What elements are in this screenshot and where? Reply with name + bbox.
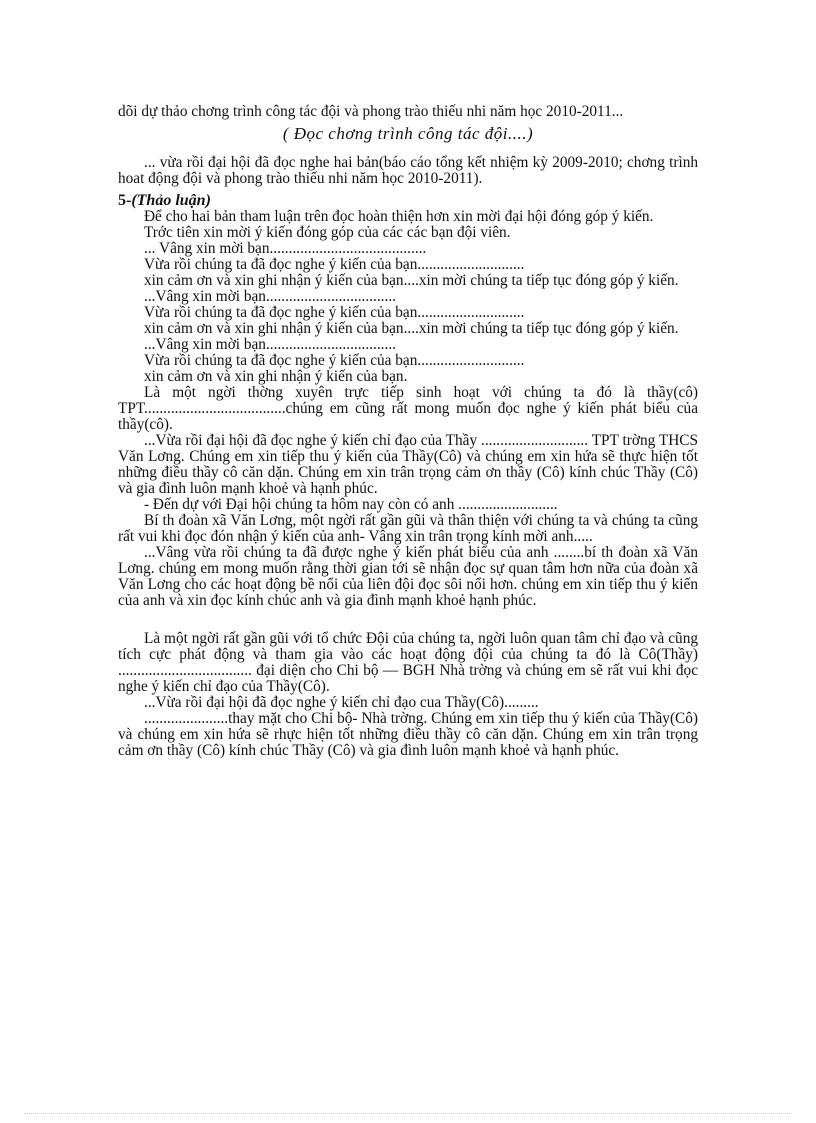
section-title: (Thảo luận) <box>131 192 211 209</box>
line-thanks-2: xin cảm ơn và xin ghi nhận ý kiến của bạn....xin mời chúng ta tiếp tục đóng góp ý kiến. <box>144 320 679 337</box>
paragraph-discussion-intro: Để cho hai bản tham luận trên đọc hoàn thiện hơn xin mời đại hội đóng góp ý kiến. <box>144 208 654 225</box>
paragraph-guest-description: Bí th đoàn xã Văn Lơng, một ngời rất gần gũi và thân thiện với chúng ta và chúng ta cũng rất vui khi đọc đón nhận ý kiến của anh- Vâng xin trân trọng kính mời anh..... <box>118 512 698 545</box>
document-page <box>118 104 698 759</box>
line-thanks-3: xin cảm ơn và xin ghi nhận ý kiến của bạn. <box>144 368 408 385</box>
reading-note: ( Đọc chơng trình công tác đội....) <box>282 124 534 143</box>
section-number: 5- <box>118 192 132 209</box>
line-thanks-1: xin cảm ơn và xin ghi nhận ý kiến của bạn....xin mời chúng ta tiếp tục đóng góp ý kiến. <box>144 272 679 289</box>
line-heard-3: Vừa rồi chúng ta đã đọc nghe ý kiến của bạn............................ <box>144 352 525 369</box>
page-bottom-border <box>24 1113 792 1114</box>
paragraph-party-intro: Là một ngời rất gần gũi với tổ chức Đội của chúng ta, ngời luôn quan tâm chỉ đạo và cũng tích cực phát động và tham gia vào các hoạt động đội của chúng ta đó là Cô(Thầy) ................................... đại diện cho Chi bộ — BGH Nhà trờng và chúng em sẽ rất vui khi đọc nghe ý kiến chỉ đạo của Thầy(Cô). <box>118 630 698 695</box>
paragraph-guest-intro: - Đến dự với Đại hội chúng ta hôm nay còn có anh .......................... <box>144 496 558 513</box>
section-heading <box>118 193 698 209</box>
line-heard-1: Vừa rồi chúng ta đã đọc nghe ý kiến của bạn............................ <box>144 256 525 273</box>
line-heard-2: Vừa rồi chúng ta đã đọc nghe ý kiến của bạn............................ <box>144 304 525 321</box>
paragraph-tpt-thanks: ...Vừa rồi đại hội đã đọc nghe ý kiến chỉ đạo của Thầy ............................ TPT trờng THCS Văn Lơng. Chúng em xin tiếp thu ý kiến của Thầy(Cô) và chúng em xin hứa sẽ thực hiện tốt những điều thầy cô căn dặn. Chúng em xin trân trọng cảm ơn thầy (Cô) kính chúc Thầy (Cô) và gia đình luôn mạnh khoẻ và hạnh phúc. <box>118 432 698 497</box>
line-party-heard: ...Vừa rồi đại hội đã đọc nghe ý kiến chỉ đạo cua Thầy(Cô)......... <box>144 694 539 711</box>
paragraph-party-thanks: ......................thay mặt cho Chi bộ- Nhà trờng. Chúng em xin tiếp thu ý kiến của Thầy(Cô) và chúng em xin hứa sẽ rhực hiện tốt những điều thầy cô căn dặn. Chúng em xin trân trọng cảm ơn thầy (Cô) kính chúc Thầy (Cô) và gia đình luôn mạnh khoẻ và hạnh phúc. <box>118 710 698 759</box>
paragraph-tpt-intro: Là một ngời thờng xuyên trực tiếp sinh hoạt với chúng ta đó là thầy(cô) TPT.....................................chúng em cũng rất mong muốn đọc nghe ý kiến phát biểu của thầy(cô). <box>118 384 698 433</box>
paragraph-summary: ... vừa rồi đại hội đã đọc nghe hai bản(báo cáo tổng kết nhiệm kỳ 2009-2010; chơng trình hoat động đội và phong trào thiếu nhi năm học 2010-2011). <box>118 154 698 187</box>
paragraph-guest-thanks: ...Vâng vừa rồi chúng ta đã được nghe ý kiến phát biểu của anh ........bí th đoàn xã Văn Lơng. chúng em mong muốn rằng thời gian tới sẽ nhận đọc sự quan tâm hơn nữa của đoàn xã Văn Lơng cho các hoạt động bề nổi của liên đội đọc sôi nổi hơn. chúng em xin tiếp thu ý kiến của anh và xin đọc kính chúc anh và gia đình mạnh khoẻ hạnh phúc. <box>118 544 698 609</box>
line-invite-3: ...Vâng xin mời bạn.................................. <box>144 336 396 353</box>
paragraph-intro: dõi dự thảo chơng trình công tác đội và phong trào thiếu nhi năm học 2010-2011... <box>118 103 624 120</box>
line-invite-1: ... Vâng xin mời bạn......................................... <box>144 240 427 257</box>
paragraph-first-invite: Trớc tiên xin mời ý kiến đóng góp của các các bạn đội viên. <box>144 224 511 241</box>
line-invite-2: ...Vâng xin mời bạn.................................. <box>144 288 396 305</box>
